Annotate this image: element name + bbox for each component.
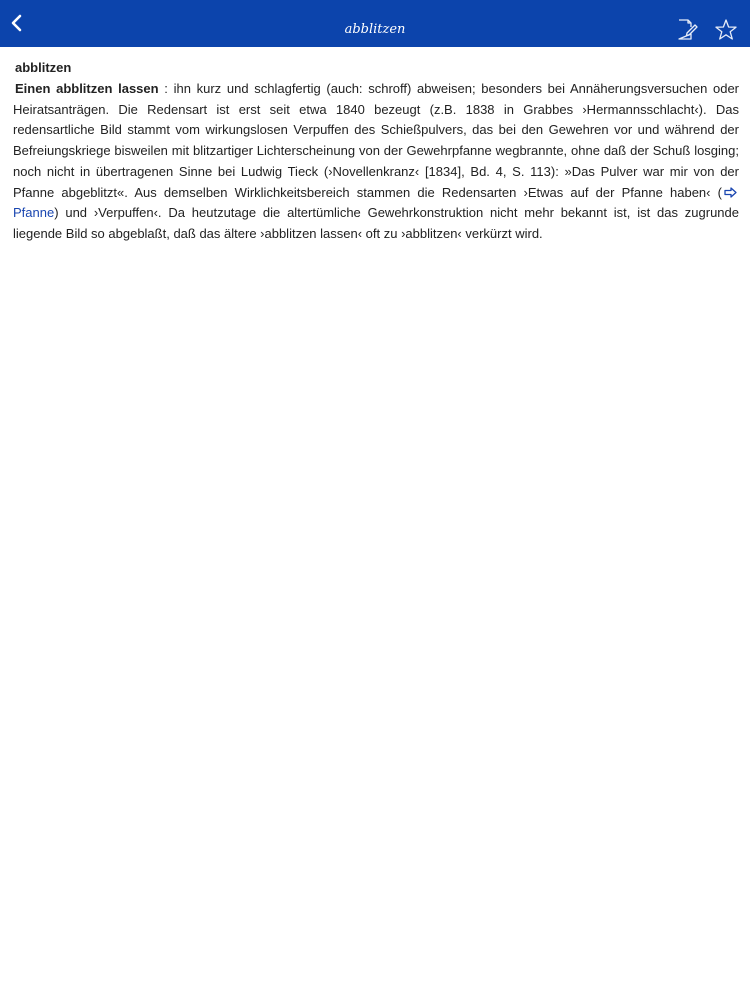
navigation-bar <box>0 0 750 47</box>
favorite-button[interactable] <box>714 18 738 42</box>
entry-headword: abblitzen <box>15 60 72 75</box>
edit-note-icon <box>676 18 698 42</box>
entry-content <box>13 58 739 245</box>
entry-body <box>13 79 739 245</box>
back-button[interactable] <box>4 9 28 37</box>
note-button[interactable] <box>676 18 698 42</box>
arrow-right-icon <box>724 187 737 198</box>
entry-text-part2: ) und ›Verpuffen‹. Da heutzutage die altertümliche Gewehrkonstruktion nicht mehr bekannt ist, ist das zugrunde liegende Bild so abgeblaßt, daß das ältere ›abblitzen lassen‹ oft zu ›abblitzen‹ verkürzt wird. <box>13 205 739 241</box>
page-title: abblitzen <box>344 22 406 37</box>
entry-phrase: Einen abblitzen lassen <box>15 81 159 96</box>
crossref-label: Pfanne <box>13 205 55 221</box>
star-icon <box>714 18 738 42</box>
chevron-left-icon <box>9 13 23 33</box>
entry-text-part1: : ihn kurz und schlagfertig (auch: schroff) abweisen; besonders bei Annäherungsversuchen oder Heiratsanträgen. Die Redensart ist erst seit etwa 1840 bezeugt (z.B. 1838 in Grabbes ›Hermannsschlacht‹). Das redensartliche Bild stammt vom wirkungslosen Verpuffen des Schießpulvers, das bei den Gewehren vor und während der Befreiungskriege bisweilen mit blitzartiger Lichterscheinung von der Gewehrpfanne wegbrannte, ohne daß der Schuß losging; noch nicht in übertragenen Sinne bei Ludwig Tieck (›Novellenkranz‹ [1834], Bd. 4, S. 113): »Das Pulver war mir von der Pfanne abgeblitzt«. Aus demselben Wirklichkeitsbereich stammen die Redensarten ›Etwas auf der Pfanne haben‹ ( <box>13 81 740 200</box>
